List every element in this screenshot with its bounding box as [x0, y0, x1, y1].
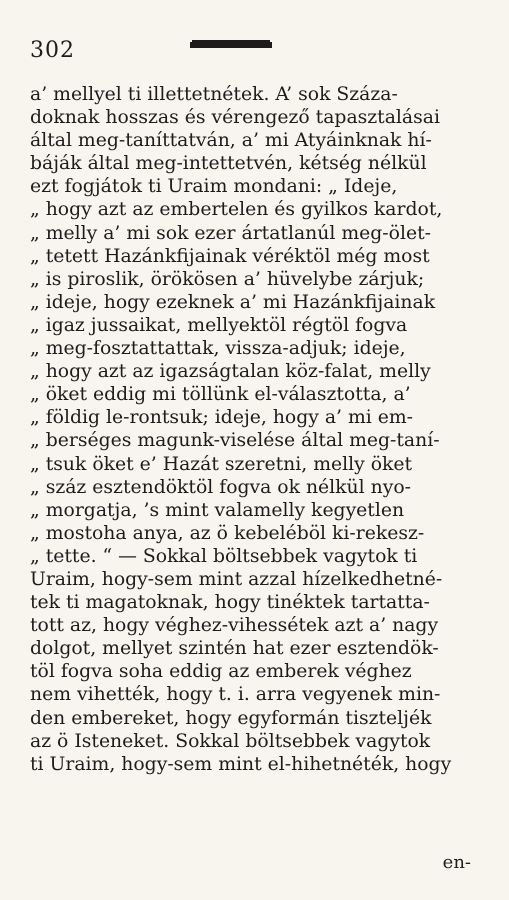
text-line: „ földig le-rontsuk; ideje, hogy a’ mi em-: [30, 407, 414, 429]
text-line: „ meg-fosztattattak, vissza-adjuk; ideje,: [30, 338, 406, 360]
text-line: dolgot, mellyet szintén hat ezer esztendök-: [30, 638, 439, 660]
text-line: báják által meg-intettetvén, kétség nélkül: [30, 153, 427, 175]
page-number: 302: [30, 38, 75, 63]
text-line: ezt fogjátok ti Uraim mondani: „ Ideje,: [30, 176, 398, 198]
text-line: „ száz esztendöktöl fogva ok nélkül nyo-: [30, 476, 411, 498]
text-line: ti Uraim, hogy-sem mint el-hihetnéték, hogy: [30, 753, 452, 775]
text-line: doknak hosszas és vérengező tapasztalásai: [30, 107, 440, 129]
text-line: „ morgatja, ’s mint valamelly kegyetlen: [30, 499, 405, 521]
text-line: den embereket, hogy egyformán tiszteljék: [30, 707, 432, 729]
text-line: „ tsuk öket e’ Hazát szeretni, melly öket: [30, 453, 413, 475]
text-line: „ ideje, hogy ezeknek a’ mi Hazánkfijainak: [30, 291, 436, 313]
text-line: nem vihették, hogy t. i. arra vegyenek min-: [30, 684, 441, 706]
text-line: töl fogva soha eddig az emberek véghez: [30, 661, 412, 683]
text-line: „ mostoha anya, az ö kebeléböl ki-rekesz-: [30, 522, 425, 544]
catchword: en-: [442, 852, 471, 873]
text-line: tott az, hogy véghez-vihessétek azt a’ nagy: [30, 615, 439, 637]
body-text: [30, 83, 500, 776]
text-line: Uraim, hogy-sem mint azzal hízelkedhetné-: [30, 568, 443, 590]
text-line: „ tetett Hazánkfijainak véréktöl még most: [30, 245, 430, 267]
text-line: a’ mellyel ti illettetnétek. A’ sok Száza-: [30, 84, 398, 105]
text-line: „ igaz jussaikat, mellyektöl régtöl fogva: [30, 314, 408, 336]
text-line: tek ti magatoknak, hogy tinéktek tartatta-: [30, 592, 430, 614]
text-line: „ tette. “ — Sokkal böltsebbek vagytok ti: [30, 545, 418, 567]
text-line: „ berséges magunk-viselése által meg-taní-: [30, 430, 440, 452]
text-line: „ hogy azt az igazságtalan köz-falat, melly: [30, 361, 431, 383]
text-line: az ö Isteneket. Sokkal böltsebbek vagytok: [30, 730, 431, 752]
text-line: „ hogy azt az embertelen és gyilkos kardot,: [30, 199, 443, 221]
text-line: által meg-taníttatván, a’ mi Atyáinknak hí-: [30, 130, 432, 152]
text-line: „ öket eddig mi töllünk el-választotta, a’: [30, 384, 411, 406]
text-line: „ is piroslik, örökösen a’ hüvelybe zárjuk;: [30, 268, 425, 290]
header-rule: [190, 42, 272, 48]
text-line: „ melly a’ mi sok ezer ártatlanúl meg-ölet-: [30, 222, 431, 244]
